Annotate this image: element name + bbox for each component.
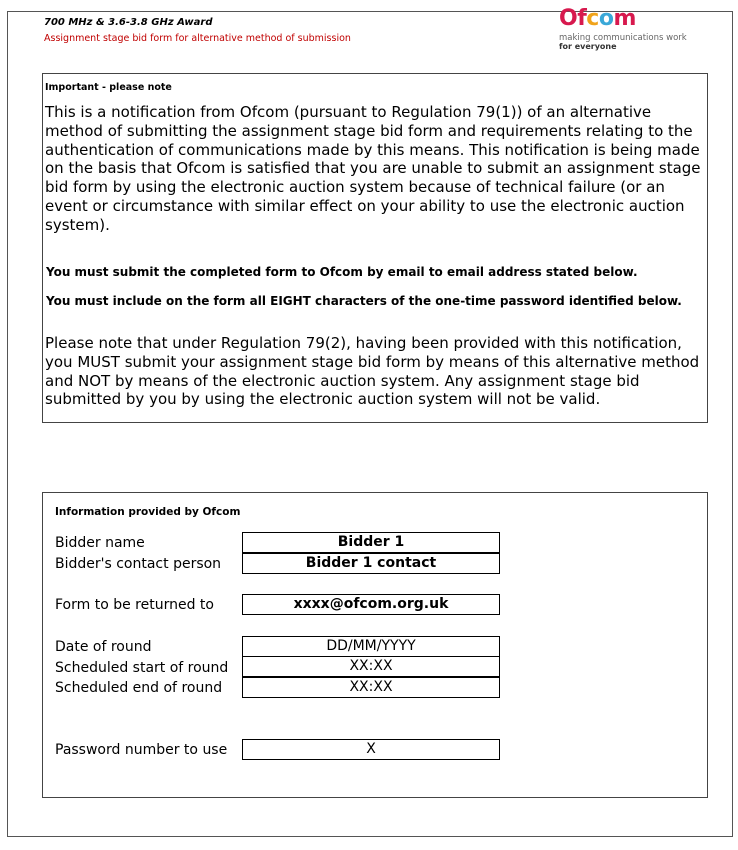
end-of-round-label: Scheduled end of round: [55, 680, 223, 696]
document-subtitle: Assignment stage bid form for alternative method of submission: [44, 33, 351, 44]
date-of-round-label: Date of round: [55, 639, 152, 655]
logo-wordmark: Ofcom: [559, 6, 636, 31]
password-number-label: Password number to use: [55, 742, 228, 758]
notice-paragraph-2: Please note that under Regulation 79(2), having been provided with this notification, you MUST submit your assignment stage bid form by means of this alternative method and NOT by means of the electronic auction system. Any assignment stage bid submitted by you by using the electronic auction system will not be valid.: [45, 334, 700, 409]
return-email-field[interactable]: xxxx@ofcom.org.uk: [242, 594, 500, 615]
logo-tagline-bold: for everyone: [559, 42, 617, 51]
logo-tagline: making communications work: [559, 33, 687, 43]
contact-person-label: Bidder's contact person: [55, 556, 222, 572]
end-of-round-field[interactable]: XX:XX: [242, 677, 500, 698]
notice-email-instruction: You must submit the completed form to Ofcom by email to email address stated below.: [46, 265, 638, 279]
start-of-round-field[interactable]: XX:XX: [242, 656, 500, 677]
bidder-name-field[interactable]: Bidder 1: [242, 532, 500, 553]
ofcom-logo: [559, 6, 699, 54]
password-number-field[interactable]: X: [242, 739, 500, 760]
info-title: Information provided by Ofcom: [55, 506, 241, 518]
contact-person-field[interactable]: Bidder 1 contact: [242, 553, 500, 574]
notice-heading: Important - please note: [45, 82, 172, 93]
start-of-round-label: Scheduled start of round: [55, 660, 229, 676]
date-of-round-field[interactable]: DD/MM/YYYY: [242, 636, 500, 657]
bidder-name-label: Bidder name: [55, 535, 145, 551]
return-email-label: Form to be returned to: [55, 597, 214, 613]
notice-password-instruction: You must include on the form all EIGHT characters of the one-time password identified below.: [46, 294, 682, 308]
notice-paragraph-1: This is a notification from Ofcom (pursuant to Regulation 79(1)) of an alternative method of submitting the assignment stage bid form and requirements relating to the authentication of communications made by this means. This notification is being made on the basis that Ofcom is satisfied that you are unable to submit an assignment stage bid form by using the electronic auction system because of technical failure (or an event or circumstance with similar effect on your ability to use the electronic auction system).: [45, 103, 701, 234]
document-title: 700 MHz & 3.6-3.8 GHz Award: [44, 17, 213, 28]
